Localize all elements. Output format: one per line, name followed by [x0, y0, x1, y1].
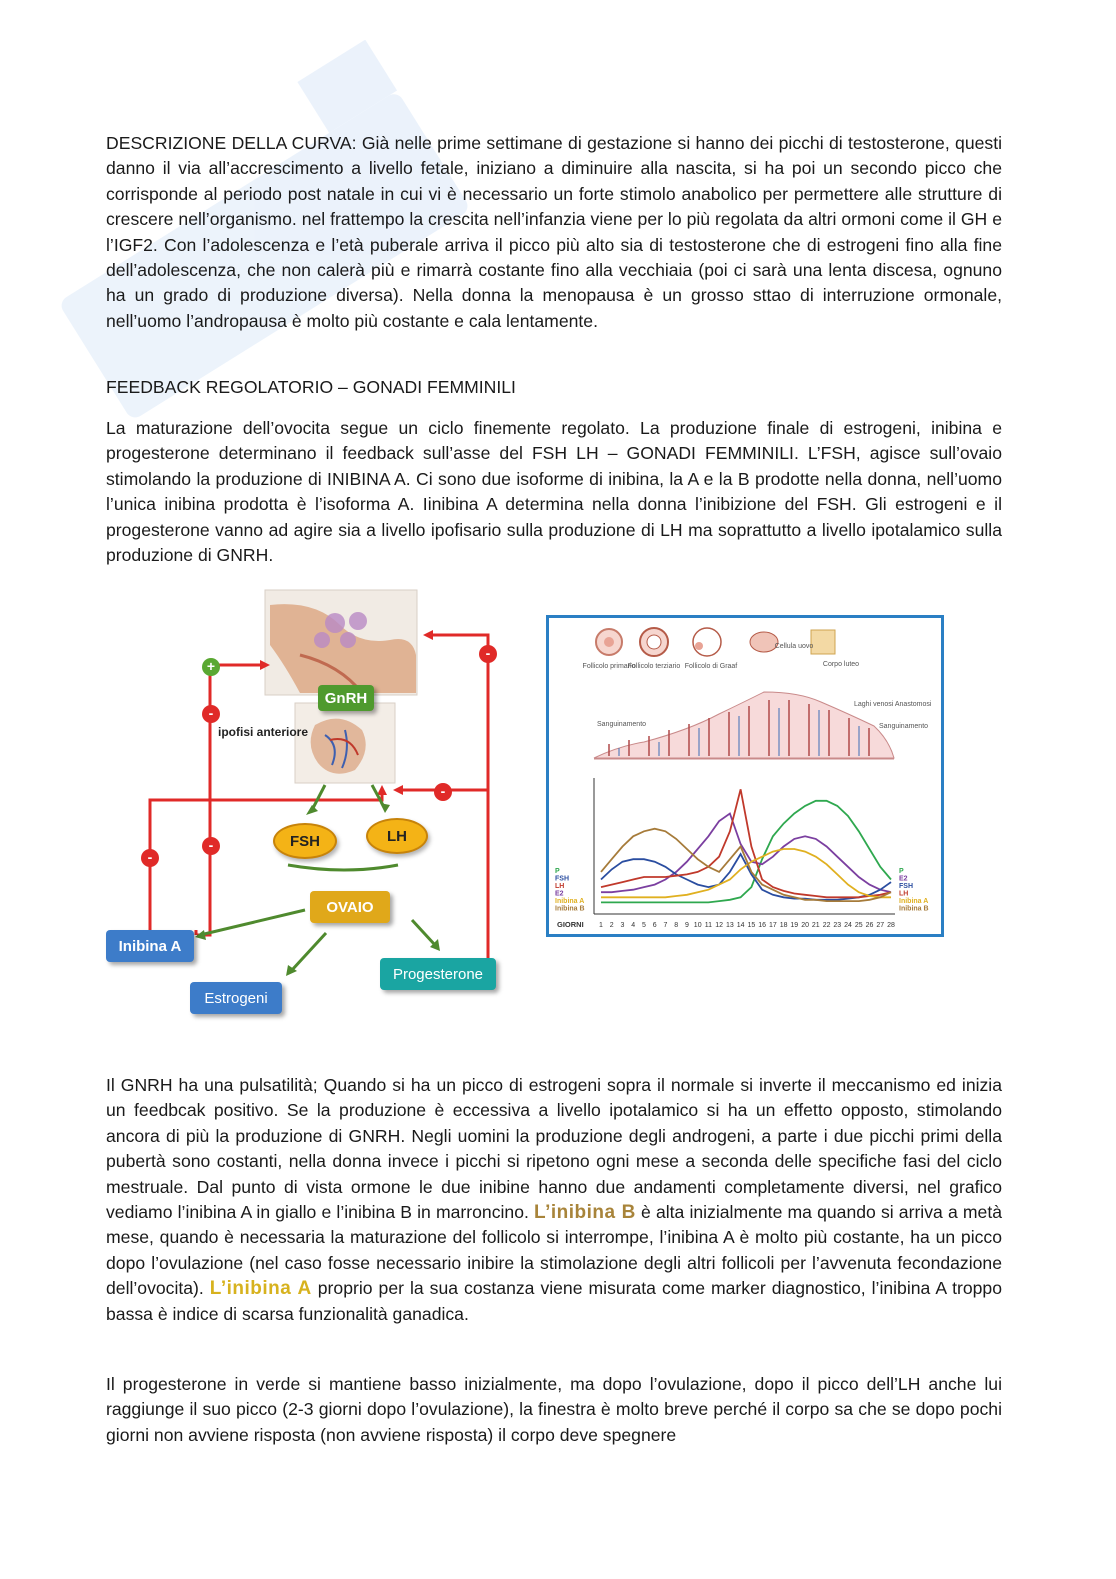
paragraph-gnrh	[106, 1073, 1002, 1327]
legend-entry: Inibina A	[899, 898, 929, 905]
paragraph-curve-description: DESCRIZIONE DELLA CURVA: Già nelle prime settimane di gestazione si hanno dei picchi di testosterone, questi danno il via all’accrescimento a livello fetale, iniziano a diminuire alla nascita, si ha poi un secondo picco che corrisponde al periodo post natale in cui vi è necessario un forte stimolo anabolico per permettere alle strutture di crescere nell’organismo. nel frattempo la crescita nell’infanzia viene per lo più regolata da altri ormoni come il GH e l’IGF2. Con l’adolescenza e l’età puberale arriva il picco più alto sia di testosterone che di estrogeni fino alla fine dell’adolescenza, che non calerà più e rimarrà costante fino alla vecchiaia (poi ci sarà una lenta discesa, ognuno ha un grado di produzione diversa). Nella donna la menopausa è un grosso sttao di interruzione ormonale, nell’uomo l’andropausa è molto più costante e cala lentamente.	[106, 133, 1002, 331]
x-tick-label: 2	[609, 922, 614, 929]
x-tick-label: 22	[822, 922, 831, 929]
x-tick-label: 21	[811, 922, 820, 929]
ipofisi-label: ipofisi anteriore	[218, 725, 309, 739]
x-tick-label: 4	[631, 922, 636, 929]
stage-label: Follicolo terziario	[627, 663, 681, 670]
legend-entry: P	[555, 868, 560, 875]
minus-sign: -	[141, 849, 159, 867]
x-tick-label: 23	[833, 922, 842, 929]
stage-label: Follicolo primario	[582, 663, 636, 670]
x-tick-label: 26	[865, 922, 874, 929]
minus-sign: -	[202, 837, 220, 855]
x-tick-label: 19	[790, 922, 799, 929]
x-axis-label: GIORNI	[557, 920, 584, 929]
endometrium-label: Sanguinamento	[597, 721, 647, 728]
series-line-lh	[601, 789, 891, 897]
cycle-chart-svg	[549, 618, 941, 934]
x-tick-label: 18	[779, 922, 788, 929]
legend-entry: E2	[899, 875, 908, 883]
x-tick-label: 24	[844, 922, 852, 929]
legend-entry: Inibina B	[899, 905, 929, 913]
x-tick-label: 27	[876, 922, 885, 929]
series-line-inibina-a	[601, 849, 891, 897]
gnrh-label: GnRH	[318, 685, 374, 711]
legend-entry: FSH	[555, 875, 569, 883]
x-tick-label: 3	[620, 922, 625, 929]
x-tick-label: 16	[758, 922, 766, 929]
x-tick-label: 9	[684, 922, 689, 929]
x-tick-label: 10	[693, 922, 702, 929]
x-tick-label: 7	[663, 922, 668, 929]
follicle-illustrations	[596, 628, 835, 656]
minus-sign: -	[202, 705, 220, 723]
x-tick-label: 13	[726, 922, 734, 929]
section-heading: FEEDBACK REGOLATORIO – GONADI FEMMINILI	[106, 377, 516, 397]
x-tick-label: 8	[674, 922, 679, 929]
x-tick-label: 15	[747, 922, 756, 929]
x-tick-label: 25	[854, 922, 863, 929]
progesterone-box: Progesterone	[380, 958, 496, 990]
paragraph-progesterone: Il progesterone in verde si mantiene basso inizialmente, ma dopo l’ovulazione, dopo il picco dell’LH anche lui raggiunge il suo picco (2-3 giorni dopo l’ovulazione), la finestra è molto breve perché il corpo sa che se dopo pochi giorni non avviene risposta (non avviene risposta) il corpo deve spegnere	[106, 1374, 1002, 1445]
legend-entry: Inibina B	[555, 905, 585, 913]
stage-label: Cellula uovo	[774, 643, 814, 650]
legend-entry: FSH	[899, 883, 913, 890]
x-tick-label: 14	[736, 922, 745, 929]
paragraph-text: è alta inizialmente ma quando si arriva a metà mese, quando è necessaria la maturazione del follicolo si interrompe, l’inibina A è molto più costante, ha un picco dopo l’ovulazione (nel caso fosse necessario inibire la stimolazione degli altri follicoli per l’avvenuta fecondazione dell’ovocita).	[106, 1202, 1002, 1299]
x-tick-label: 28	[887, 922, 895, 929]
fsh-oval: FSH	[273, 823, 337, 859]
endometrium-label: Sanguinamento	[879, 723, 929, 730]
highlight-inibina-b: L’inibina B	[534, 1202, 636, 1224]
legend-entry: LH	[899, 890, 909, 898]
x-tick-label: 17	[769, 922, 777, 929]
legend-entry: E2	[555, 890, 564, 898]
endometrium-label: Laghi venosi Anastomosi	[854, 701, 932, 708]
paragraph-text: proprio per la sua costanza viene misurata come marker diagnostico, l’inibina A troppo bassa è indice di scarsa funzionalità ganadica.	[106, 1278, 1002, 1324]
inibina-a-box: Inibina A	[106, 930, 194, 962]
ovaio-box: OVAIO	[310, 891, 390, 923]
stage-label: Follicolo di Graaf	[684, 663, 738, 670]
feedback-diagram	[100, 585, 510, 1025]
menstrual-cycle-chart	[546, 615, 944, 937]
highlight-inibina-a: L’inibina A	[209, 1278, 312, 1300]
series-line-e2	[601, 814, 891, 893]
x-tick-label: 11	[704, 922, 713, 929]
legend-entry: Inibina A	[555, 898, 585, 905]
plus-sign: +	[202, 658, 220, 676]
minus-sign: -	[434, 783, 452, 801]
x-tick-label: 12	[715, 922, 723, 929]
estrogeni-box: Estrogeni	[190, 982, 282, 1014]
x-tick-label: 1	[599, 922, 603, 929]
paragraph-feedback: La maturazione dell’ovocita segue un ciclo finemente regolato. La produzione finale di estrogeni, inibina e progesterone determinano il feedback sull’asse del FSH LH – GONADI FEMMINILI. L’FSH, agisce sull’ovaio stimolando la produzione di INIBINA A. Ci sono due isoforme di inibina, la A e la B prodotte nella donna, nell’uomo l’unica inibina prodotta è l’isoforma A. Iinibina A determina nella donna l’inibizione del FSH. Gli estrogeni e il progesterone vanno ad agire sia a livello ipofisario sulla produzione di LH ma soprattutto a livello ipotalamico sulla produzione di GNRH.	[106, 418, 1002, 566]
x-tick-label: 20	[801, 922, 809, 929]
x-tick-label: 6	[652, 922, 657, 929]
legend-entry: LH	[555, 883, 565, 890]
minus-sign: -	[479, 645, 497, 663]
paragraph-text: Il GNRH ha una pulsatilità; Quando si ha un picco di estrogeni sopra il normale si inverte il meccanismo ed inizia un feedbcak positivo. Se la produzione è eccessiva a livello ipotalamico si ha un effetto opposto, stimolando ancora di più la produzione di GNRH. Negli uomini la produzione degli androgeni, a parte i due picchi primi della pubertà sono costanti, nella donna invece i picchi si ripetono ogni mese a seconda delle specifiche fasi del ciclo mestruale. Dal punto di vista ormone le due inibine hanno due andamenti completamente diversi, nel grafico vediamo l’inibina A in giallo e l’inibina B in marroncino.	[106, 1075, 1002, 1223]
stage-label: Corpo luteo	[822, 661, 860, 668]
x-tick-label: 5	[642, 922, 646, 929]
lh-oval: LH	[366, 818, 428, 854]
legend-entry: P	[899, 868, 904, 875]
